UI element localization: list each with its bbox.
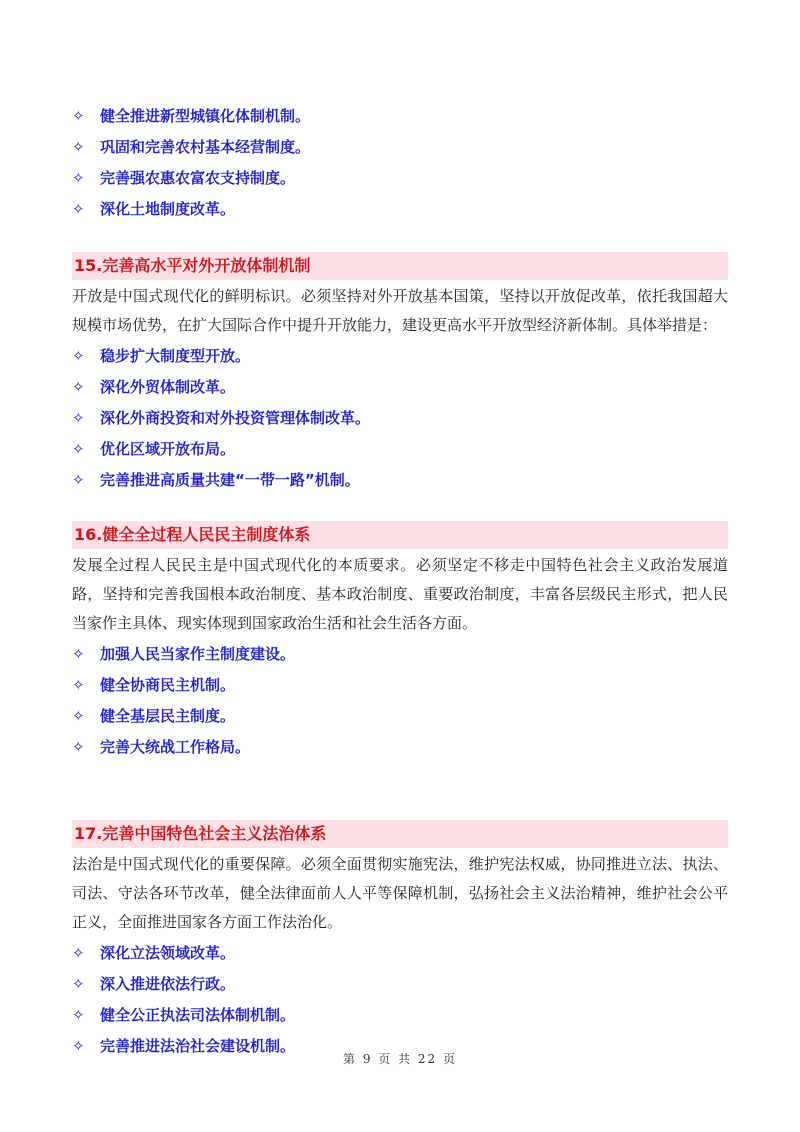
list-item-text: 巩固和完善农村基本经营制度。 [100,138,311,156]
list-item-text: 健全推进新型城镇化体制机制。 [100,107,311,125]
section-17 [72,820,728,1061]
page-number-footer: 第 9 页 共 22 页 [343,1052,457,1066]
section-paragraph: 发展全过程人民民主是中国式现代化的本质要求。必须坚定不移走中国特色社会主义政治发展道路，坚持和完善我国根本政治制度、基本政治制度、重要政治制度，丰富各层级民主形式，把人民当家作主具体、现实体现到国家政治生活和社会生活各方面。 [72,556,728,632]
section-heading: 15.完善高水平对外开放体制机制 [72,252,728,280]
section-heading: 16.健全全过程人民民主制度体系 [72,521,728,549]
sparkle-bullet-icon: ✧ [72,675,85,694]
top-bullet-list [72,100,728,224]
list-item-text: 深化外商投资和对外投资管理体制改革。 [100,409,371,427]
list-item [72,162,728,193]
list-item [72,464,728,495]
list-item [72,638,728,669]
list-item [72,340,728,371]
section-bullet-list [72,638,728,762]
list-item [72,731,728,762]
section-paragraph: 法治是中国式现代化的重要保障。必须全面贯彻实施宪法，维护宪法权威，协同推进立法、执法、司法、守法各环节改革，健全法律面前人人平等保障机制，弘扬社会主义法治精神，维护社会公平正义，全面推进国家各方面工作法治化。 [72,855,728,931]
list-item [72,968,728,999]
sparkle-bullet-icon: ✧ [72,106,85,125]
list-item-text: 完善推进高质量共建“一带一路”机制。 [100,471,360,489]
list-item-text: 深化立法领域改革。 [100,944,236,962]
section-bullet-list [72,937,728,1061]
list-item [72,700,728,731]
sparkle-bullet-icon: ✧ [72,1036,85,1055]
sparkle-bullet-icon: ✧ [72,974,85,993]
list-item-text: 健全公正执法司法体制机制。 [100,1006,296,1024]
list-item-text: 深入推进依法行政。 [100,975,236,993]
list-item-text: 稳步扩大制度型开放。 [100,347,251,365]
section-paragraph: 开放是中国式现代化的鲜明标识。必须坚持对外开放基本国策，坚持以开放促改革，依托我国超大规模市场优势，在扩大国际合作中提升开放能力，建设更高水平开放型经济新体制。具体举措是： [72,287,728,334]
list-item [72,371,728,402]
list-item [72,937,728,968]
list-item [72,433,728,464]
list-item [72,402,728,433]
sparkle-bullet-icon: ✧ [72,199,85,218]
section-16 [72,521,728,762]
section-heading: 17.完善中国特色社会主义法治体系 [72,820,728,848]
section-15 [72,252,728,495]
page-content [72,100,728,1061]
list-item [72,669,728,700]
section-bullet-list [72,340,728,495]
sparkle-bullet-icon: ✧ [72,1005,85,1024]
sparkle-bullet-icon: ✧ [72,943,85,962]
list-item-text: 健全协商民主机制。 [100,676,236,694]
sparkle-bullet-icon: ✧ [72,737,85,756]
sparkle-bullet-icon: ✧ [72,168,85,187]
list-item [72,131,728,162]
sparkle-bullet-icon: ✧ [72,137,85,156]
list-item-text: 深化外贸体制改革。 [100,378,236,396]
list-item [72,999,728,1030]
sparkle-bullet-icon: ✧ [72,470,85,489]
list-item-text: 完善大统战工作格局。 [100,738,251,756]
sparkle-bullet-icon: ✧ [72,408,85,427]
list-item [72,100,728,131]
sparkle-bullet-icon: ✧ [72,439,85,458]
list-item-text: 健全基层民主制度。 [100,707,236,725]
list-item-text: 加强人民当家作主制度建设。 [100,645,296,663]
sparkle-bullet-icon: ✧ [72,644,85,663]
sparkle-bullet-icon: ✧ [72,346,85,365]
list-item-text: 优化区域开放布局。 [100,440,236,458]
list-item-text: 完善推进法治社会建设机制。 [100,1037,296,1055]
list-item-text: 完善强农惠农富农支持制度。 [100,169,296,187]
sparkle-bullet-icon: ✧ [72,377,85,396]
list-item-text: 深化土地制度改革。 [100,200,236,218]
sparkle-bullet-icon: ✧ [72,706,85,725]
list-item [72,193,728,224]
